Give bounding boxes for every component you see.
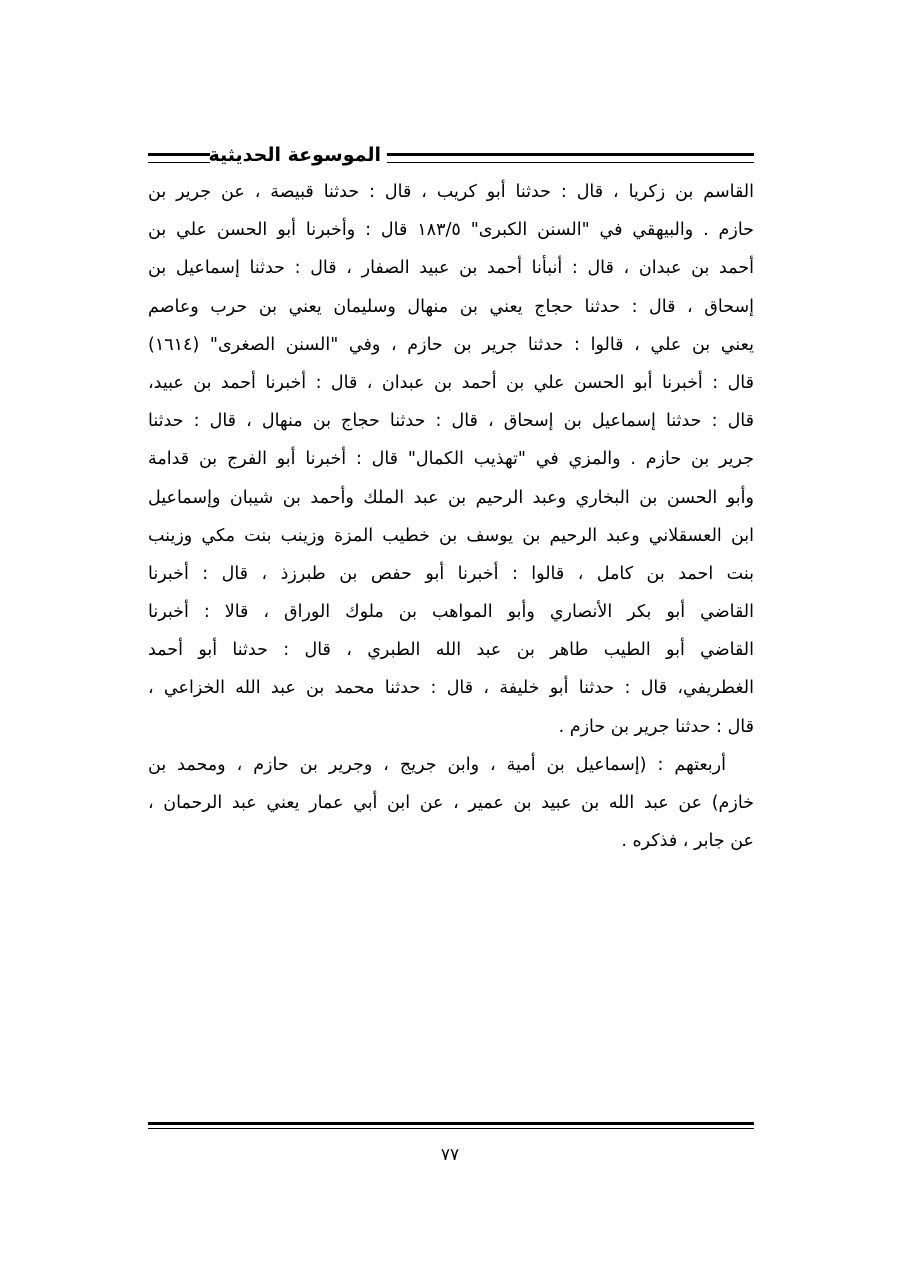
footer-rule [148, 1122, 754, 1129]
text-line: أربعتهم : (إسماعيل بن أمية ، وابن جريج ، وجرير بن حازم ، ومحمد بن [148, 754, 726, 775]
text-line: يعني بن علي ، قالوا : حدثنا جرير بن حازم ، وفي "السنن الصغرى" (١٦١٤) [148, 334, 754, 355]
text-line: ابن العسقلاني وعبد الرحيم بن يوسف بن خطيب المزة وزينب بنت مكي وزينب [148, 525, 754, 546]
text-line: القاضي أبو بكر الأنصاري وأبو المواهب بن ملوك الوراق ، قالا : أخبرنا [148, 602, 754, 623]
paragraph-2 [148, 746, 754, 861]
text-line: القاسم بن زكريا ، قال : حدثنا أبو كريب ، قال : حدثنا قبيصة ، عن جرير بن [148, 182, 754, 202]
text-line: بنت احمد بن كامل ، قالوا : أخبرنا أبو حفص بن طبرزذ ، قال : أخبرنا [148, 563, 754, 584]
text-line: خازم) عن عبد الله بن عبيد بن عمير ، عن ابن أبي عمار يعني عبد الرحمان ، [148, 793, 754, 813]
text-line: الغطريفي، قال : حدثنا أبو خليفة ، قال : حدثنا محمد بن عبد الله الخزاعي ، [148, 678, 754, 699]
text-line: قال : أخبرنا أبو الحسن علي بن أحمد بن عبدان ، قال : أخبرنا أحمد بن عبيد، [148, 372, 754, 393]
text-line: أحمد بن عبدان ، قال : أنبأنا أحمد بن عبيد الصفار ، قال : حدثنا إسماعيل بن [148, 258, 754, 279]
text-line: القاضي أبو الطيب طاهر بن عبد الله الطبري ، قال : حدثنا أبو أحمد [148, 640, 754, 661]
text-line: عن جابر ، فذكره . [621, 831, 754, 852]
text-line: حازم . والبيهقي في "السنن الكبرى" ١٨٣/٥ قال : وأخبرنا أبو الحسن علي بن [148, 220, 754, 241]
text-line: وأبو الحسن بن البخاري وعبد الرحيم بن عبد الملك وأحمد بن شيبان وإسماعيل [148, 487, 754, 508]
page-number: ٧٧ [440, 1145, 460, 1165]
text-line: قال : حدثنا إسماعيل بن إسحاق ، قال : حدثنا حجاج بن منهال ، قال : حدثنا [148, 411, 754, 432]
text-line: قال : حدثنا جرير بن حازم . [558, 716, 754, 737]
text-line: إسحاق ، قال : حدثنا حجاج يعني بن منهال وسليمان يعني بن حرب وعاصم [148, 296, 754, 317]
page-header [148, 138, 754, 174]
header-rule-left [148, 153, 210, 163]
footer-rule-thick [148, 1122, 754, 1125]
running-title: الموسوعة الحديثية [208, 144, 381, 166]
paragraph-1 [148, 173, 754, 746]
footer-rule-thin [148, 1128, 754, 1129]
main-text [148, 173, 754, 860]
text-line: جرير بن حازم . والمزي في "تهذيب الكمال" قال : أخبرنا أبو الفرج بن قدامة [148, 449, 754, 470]
header-rule-right [387, 153, 754, 163]
